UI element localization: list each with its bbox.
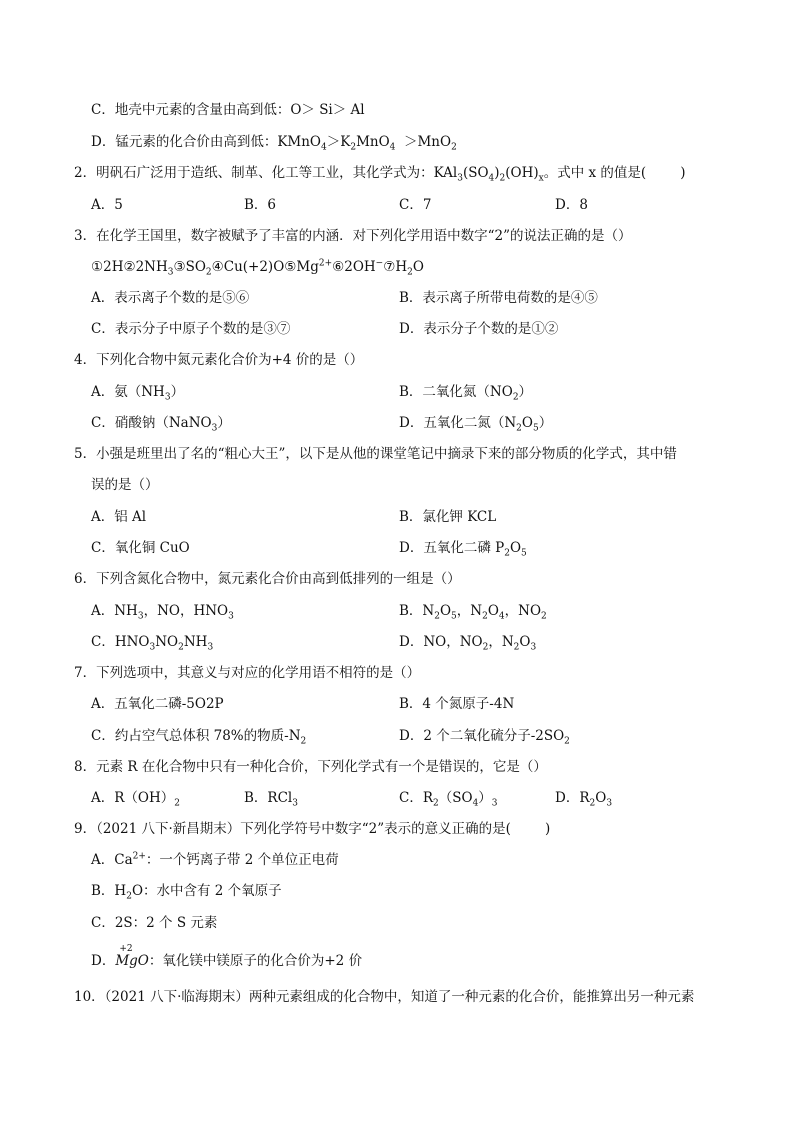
text: D．五氧化二氮（N [399,415,517,431]
q5-option-b: B．氯化钾 KCL [399,509,497,525]
text: 。式中 x 的值是( [543,165,647,181]
q7-option-a: A．五氧化二磷-5O2P [91,696,224,712]
sub: 2 [407,267,413,278]
text: 9．（2021 八下·新昌期末）下列化学符号中数字“2”表示的意义正确的是( [74,821,511,837]
sub: 2 [589,798,596,809]
text: C．HNO [91,634,150,650]
sub: 2 [178,642,184,653]
question-4: 4．下列化合物中氮元素化合价为+4 价的是（） [74,352,364,368]
sub: 2 [541,611,547,622]
sub: 3 [292,798,298,809]
q2-option-c: C．7 [399,197,432,213]
sup: − [375,258,384,269]
q6-option-a: A．$NH_3$，NO，$HNO_3$ [91,603,234,622]
question-9 [74,820,550,838]
text: O [509,540,522,556]
q9-option-a [91,851,339,869]
sub: 2 [564,736,570,747]
text: O [521,415,533,431]
sub: 2 [433,798,439,809]
sub: 2 [482,611,488,622]
question-10: 10．（2021 八下·临海期末）两种元素组成的化合物中，知道了一种元素的化合价，能推算出另一种元素 [74,989,695,1005]
sub: 2 [499,173,506,184]
sub: 4 [488,173,495,184]
question-3: 3．在化学王国里，数字被赋予了丰富的内涵．对下列化学用语中数字“2”的说法正确的是（） [74,228,632,244]
text: ⑦H [383,259,408,275]
text: ①2H②2NH [91,259,168,275]
q9-option-d [91,944,363,970]
sub: 3 [137,611,144,622]
text: MnO [356,134,390,150]
text: NH [183,634,208,650]
text: A．R（OH） [91,790,175,806]
q2-option-a: A．5 [91,197,123,213]
sub: 2 [504,548,510,559]
text: O：水中含有 2 个氧原子 [131,883,282,899]
sub: 4 [472,798,479,809]
prev-option-c [91,101,365,119]
text: C．约占空气总体积 78%的物质-N [91,728,301,744]
q7-option-c [91,727,306,745]
sub: 3 [530,642,537,653]
text: C．硝酸钠（NaNO [91,415,212,431]
text: NO [518,603,542,619]
prev-option-d [91,133,457,151]
sub: 5 [532,423,539,434]
sub: 3 [211,423,218,434]
text: ， [143,603,158,619]
text: D． [91,953,116,969]
q4-option-a [91,383,184,401]
q6-option-b [399,602,547,620]
q2-option-b: B．6 [244,197,277,213]
sub: 3 [149,642,156,653]
text: （SO [438,790,473,806]
text: ④Cu(+2)O⑤Mg [211,259,319,275]
text: O [439,603,452,619]
sub: 4 [321,142,327,153]
question-2 [74,164,685,182]
text: A．Ca [91,852,133,868]
text: N [470,603,483,619]
q3-symbols [91,258,424,276]
q5-option-c: C．氧化铜 CuO [91,540,190,556]
q4-option-b [399,383,532,401]
text: ） [478,790,492,806]
sub: 2 [300,736,307,747]
text: ） [170,384,185,400]
question-7: 7．下列选项中，其意义与对应的化学用语不相符的是（） [74,665,421,681]
oxidation-state: +2 [119,944,133,954]
prev-option-c-text: C．地壳中元素的含量由高到低：O＞ Si＞ Al [91,102,365,118]
text: D．2 个二氧化硫分子-2SO [399,728,565,744]
q5-option-d [399,539,527,557]
text: 2．明矾石广泛用于造纸、制革、化工等工业，其化学式为：KAl [74,165,458,181]
sub: 3 [167,267,174,278]
sub: 2 [350,142,357,153]
sub: 2 [126,891,132,902]
text: O [487,603,499,619]
text: ） [518,384,533,400]
text: B．H [91,883,127,899]
sub: 3 [164,392,171,403]
text: NO [157,603,180,619]
sub: 2 [513,642,520,653]
text: NO [155,634,179,650]
text: C．R [399,790,433,806]
q6-option-d [399,633,536,651]
sub: 2 [174,798,180,809]
text: ， [504,603,519,619]
q6-option-c [91,633,213,651]
sub: 2 [482,642,489,653]
text: ⑥2OH [332,259,376,275]
q3-option-c: C．表示分子中原子个数的是③⑦ [91,321,291,337]
text: ) [680,165,686,181]
question-8: 8．元素 R 在化合物中只有一种化合价，下列化学式有一个是错误的，它是（） [74,759,547,775]
sup: 2+ [318,258,333,269]
text: B．N [399,603,435,619]
question-5-line-2: 误的是（） [91,477,159,493]
q4-option-c [91,414,231,432]
sub: 2 [205,267,212,278]
q8-option-c [399,789,498,807]
text: A．NH [91,603,138,619]
q2-option-d: D．8 [555,197,588,213]
mgo-formula [115,944,149,970]
text: ) [544,821,551,837]
text: ：氧化镁中镁原子的化合价为+2 价 [148,953,363,969]
text: ③SO [173,259,206,275]
q3-option-a: A．表示离子个数的是⑤⑥ [91,290,250,306]
sup: 2+ [132,851,146,862]
text: O [595,790,607,806]
q8-option-b [244,789,298,807]
text: N [501,634,514,650]
sub: 5 [451,611,457,622]
text: (OH) [505,165,539,181]
sub: 3 [207,642,214,653]
text: ） [538,415,553,431]
text: A．氨（NH [91,384,165,400]
text: B．二氧化氮（NO [399,384,513,400]
q3-option-d: D．表示分子个数的是①② [399,321,559,337]
text: ） [217,415,231,431]
sub: 2 [512,392,519,403]
q4-option-d [399,414,552,432]
sub: 2 [516,423,522,434]
sub: x [538,173,544,184]
sub: 2 [451,142,457,153]
text: D．五氧化二磷 P [399,540,505,556]
sub: 3 [606,798,613,809]
text: ＞MnO [395,134,452,150]
text: B．RCl [244,790,293,806]
text: ＞K [326,134,351,150]
q7-option-d [399,727,570,745]
text: ， [488,634,502,650]
sub: 3 [457,173,463,184]
text: ， [456,603,471,619]
text: ) [494,165,500,181]
text: MgO [115,953,149,969]
q8-option-a [91,789,180,807]
q8-option-d [555,789,612,807]
sub: 3 [228,611,234,622]
text: (SO [462,165,489,181]
text: ， [179,603,194,619]
sub: 4 [498,611,505,622]
text: D．R [555,790,590,806]
sub: 4 [389,142,396,153]
question-5-line-1: 5．小强是班里出了名的“粗心大王”，以下是从他的课堂笔记中摘录下来的部分物质的化学式，其中错 [74,446,677,462]
q9-option-c: C．2S：2 个 S 元素 [91,915,218,931]
q3-option-b: B．表示离子所带电荷数的是④⑤ [399,290,598,306]
text: D．锰元素的化合价由高到低：KMnO [91,134,321,150]
q9-option-b [91,882,282,900]
sub: 2 [434,611,440,622]
q7-option-b: B．4 个氮原子-4N [399,696,515,712]
question-6: 6．下列含氮化合物中，氮元素化合价由高到低排列的一组是（） [74,571,461,587]
text: ：一个钙离子带 2 个单位正电荷 [145,852,339,868]
sub: 3 [491,798,498,809]
text: O [412,259,424,275]
text: O [519,634,531,650]
sub: 5 [521,548,527,559]
q5-option-a: A．铝 Al [91,509,147,525]
text: D．NO，NO [399,634,483,650]
